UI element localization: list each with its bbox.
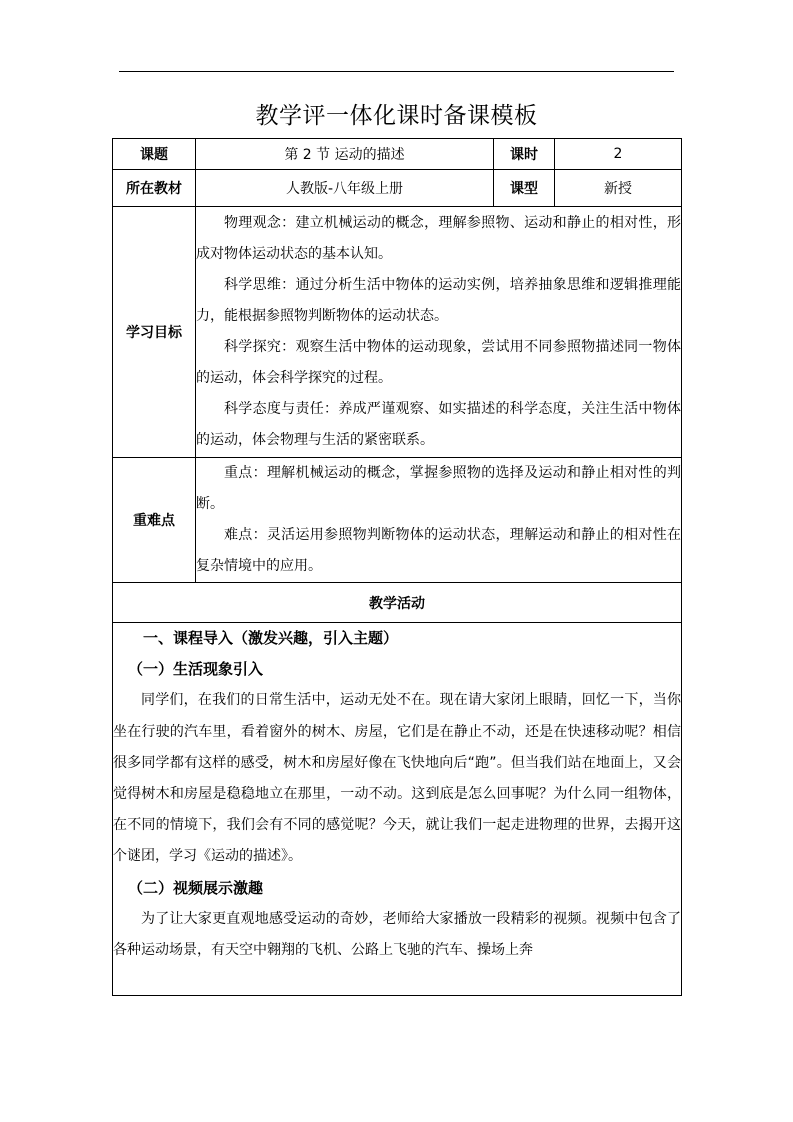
hours-value: 2 bbox=[555, 139, 682, 170]
topic-value: 第 2 节 运动的描述 bbox=[196, 139, 494, 170]
key-point-item: 重点：理解机械运动的概念，掌握参照物的选择及运动和静止相对性的判断。 bbox=[196, 465, 681, 512]
textbook-row bbox=[113, 170, 682, 207]
paragraph: 为了让大家更直观地感受运动的奇妙，老师给大家播放一段精彩的视频。视频中包含了各种运动场景，有天空中翱翔的飞机、公路上飞驰的汽车、操场上奔 bbox=[113, 910, 681, 959]
hours-label: 课时 bbox=[494, 139, 555, 170]
activities-header-row bbox=[113, 583, 682, 623]
objective-item: 科学思维：通过分析生活中物体的运动实例，培养抽象思维和逻辑推理能力，能根据参照物判断物体的运动状态。 bbox=[196, 277, 681, 324]
objectives-label: 学习目标 bbox=[113, 207, 196, 458]
paragraph: 同学们，在我们的日常生活中，运动无处不在。现在请大家闭上眼睛，回忆一下，当你坐在行驶的汽车里，看着窗外的树木、房屋，它们是在静止不动，还是在快速移动呢？相信很多同学都有这样的感受，树木和房屋好像在飞快地向后“跑”。但当我们站在地面上，又会觉得树木和房屋是稳稳地立在那里，一动不动。这到底是怎么回事呢？为什么同一组物体，在不同的情境下，我们会有不同的感觉呢？今天，就让我们一起走进物理的世界，去揭开这个谜团，学习《运动的描述》。 bbox=[113, 692, 681, 865]
activities-header: 教学活动 bbox=[113, 583, 682, 623]
subsection-heading: （一）生活现象引入 bbox=[128, 660, 264, 679]
header-rule bbox=[119, 71, 674, 72]
key-point-item: 难点：灵活运用参照物判断物体的运动状态，理解运动和静止的相对性在复杂情境中的应用。 bbox=[196, 527, 681, 574]
textbook-label: 所在教材 bbox=[113, 170, 196, 207]
objective-item: 科学态度与责任：养成严谨观察、如实描述的科学态度，关注生活中物体的运动，体会物理与生活的紧密联系。 bbox=[196, 401, 681, 448]
document-title: 教学评一体化课时备课模板 bbox=[255, 103, 538, 129]
type-value: 新授 bbox=[555, 170, 682, 207]
activities-content bbox=[113, 623, 682, 996]
key-points-row bbox=[113, 458, 682, 583]
key-points-content bbox=[196, 458, 682, 583]
objectives-content bbox=[196, 207, 682, 458]
lesson-plan-table bbox=[112, 138, 682, 996]
activities-body-row bbox=[113, 623, 682, 996]
topic-label: 课题 bbox=[113, 139, 196, 170]
key-points-label: 重难点 bbox=[113, 458, 196, 583]
textbook-value: 人教版-八年级上册 bbox=[196, 170, 494, 207]
type-label: 课型 bbox=[494, 170, 555, 207]
section-heading: 一、课程导入（激发兴趣，引入主题） bbox=[143, 629, 399, 647]
objective-item: 物理观念：建立机械运动的概念，理解参照物、运动和静止的相对性，形成对物体运动状态的基本认知。 bbox=[196, 215, 681, 262]
objective-item: 科学探究：观察生活中物体的运动现象，尝试用不同参照物描述同一物体的运动，体会科学探究的过程。 bbox=[196, 339, 681, 386]
objectives-row bbox=[113, 207, 682, 458]
subsection-heading: （二）视频展示激趣 bbox=[128, 878, 264, 897]
topic-row bbox=[113, 139, 682, 170]
